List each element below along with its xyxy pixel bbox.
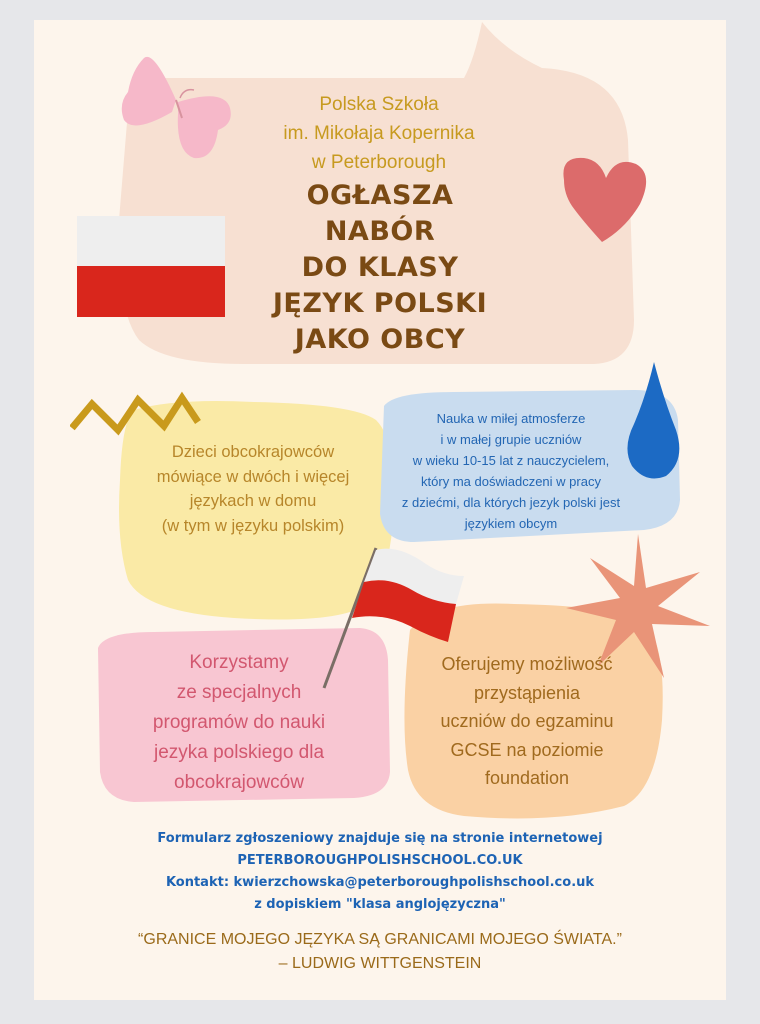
contact-email[interactable]: Kontakt: kwierzchowska@peterboroughpolishschool.co.uk: [165, 875, 595, 890]
headline-line: DO KLASY: [301, 252, 459, 283]
website-link[interactable]: PETERBOROUGHPOLISHSCHOOL.CO.UK: [237, 853, 523, 868]
poster: [34, 20, 726, 1000]
school-name-line: im. Mikołaja Kopernika: [283, 123, 475, 144]
polish-flag-icon: [77, 216, 227, 318]
text-line: programów do nauki: [152, 712, 326, 733]
quote: [34, 928, 726, 976]
text-line: i w małej grupie uczniów: [440, 432, 582, 447]
text-line: uczniów do egzaminu: [440, 711, 614, 731]
text-line: obcokrajowców: [174, 772, 304, 793]
school-name: [234, 90, 524, 177]
text-line: Oferujemy możliwość: [441, 654, 613, 674]
text-line: Korzystamy: [189, 652, 289, 673]
text-line: językach w domu: [189, 492, 317, 510]
yellow-box-text: [132, 440, 374, 538]
blue-box-text: [380, 408, 642, 534]
heart-icon: [554, 150, 654, 250]
headline: [230, 178, 530, 358]
text-line: jezyka polskiego dla: [153, 742, 325, 763]
text-line: foundation: [484, 768, 570, 788]
text-line: (w tym w języku polskim): [161, 516, 345, 535]
pink-box-text: [108, 648, 370, 798]
footer-note: z dopiskiem "klasa anglojęzyczna": [254, 897, 506, 912]
text-line: ze specjalnych: [176, 682, 302, 703]
school-name-line: Polska Szkoła: [319, 94, 439, 115]
footer-contact: [34, 828, 726, 916]
text-line: językiem obcym: [464, 516, 558, 531]
text-line: przystąpienia: [473, 682, 581, 703]
quote-author: – LUDWIG WITTGENSTEIN: [278, 955, 482, 972]
text-line: GCSE na poziomie: [450, 739, 604, 760]
orange-box-text: [404, 650, 650, 793]
text-line: który ma doświadczeni w pracy: [421, 474, 601, 489]
text-line: Nauka w miłej atmosferze: [436, 411, 586, 426]
headline-line: JAKO OBCY: [294, 324, 466, 355]
headline-line: NABÓR: [324, 216, 436, 247]
footer-info-text: Formularz zgłoszeniowy znajduje się na stronie internetowej: [157, 831, 603, 846]
school-name-line: w Peterborough: [311, 152, 447, 173]
text-line: mówiące w dwóch i więcej: [156, 467, 350, 486]
headline-line: JĘZYK POLSKI: [272, 288, 488, 319]
text-line: z dziećmi, dla których jezyk polski jest: [401, 495, 621, 510]
text-line: w wieku 10-15 lat z nauczycielem,: [412, 453, 610, 468]
butterfly-icon: [114, 48, 234, 168]
headline-line: OGŁASZA: [306, 180, 454, 211]
text-line: Dzieci obcokrajowców: [171, 443, 335, 461]
quote-text: “GRANICE MOJEGO JĘZYKA SĄ GRANICAMI MOJEGO ŚWIATA.”: [138, 931, 622, 948]
